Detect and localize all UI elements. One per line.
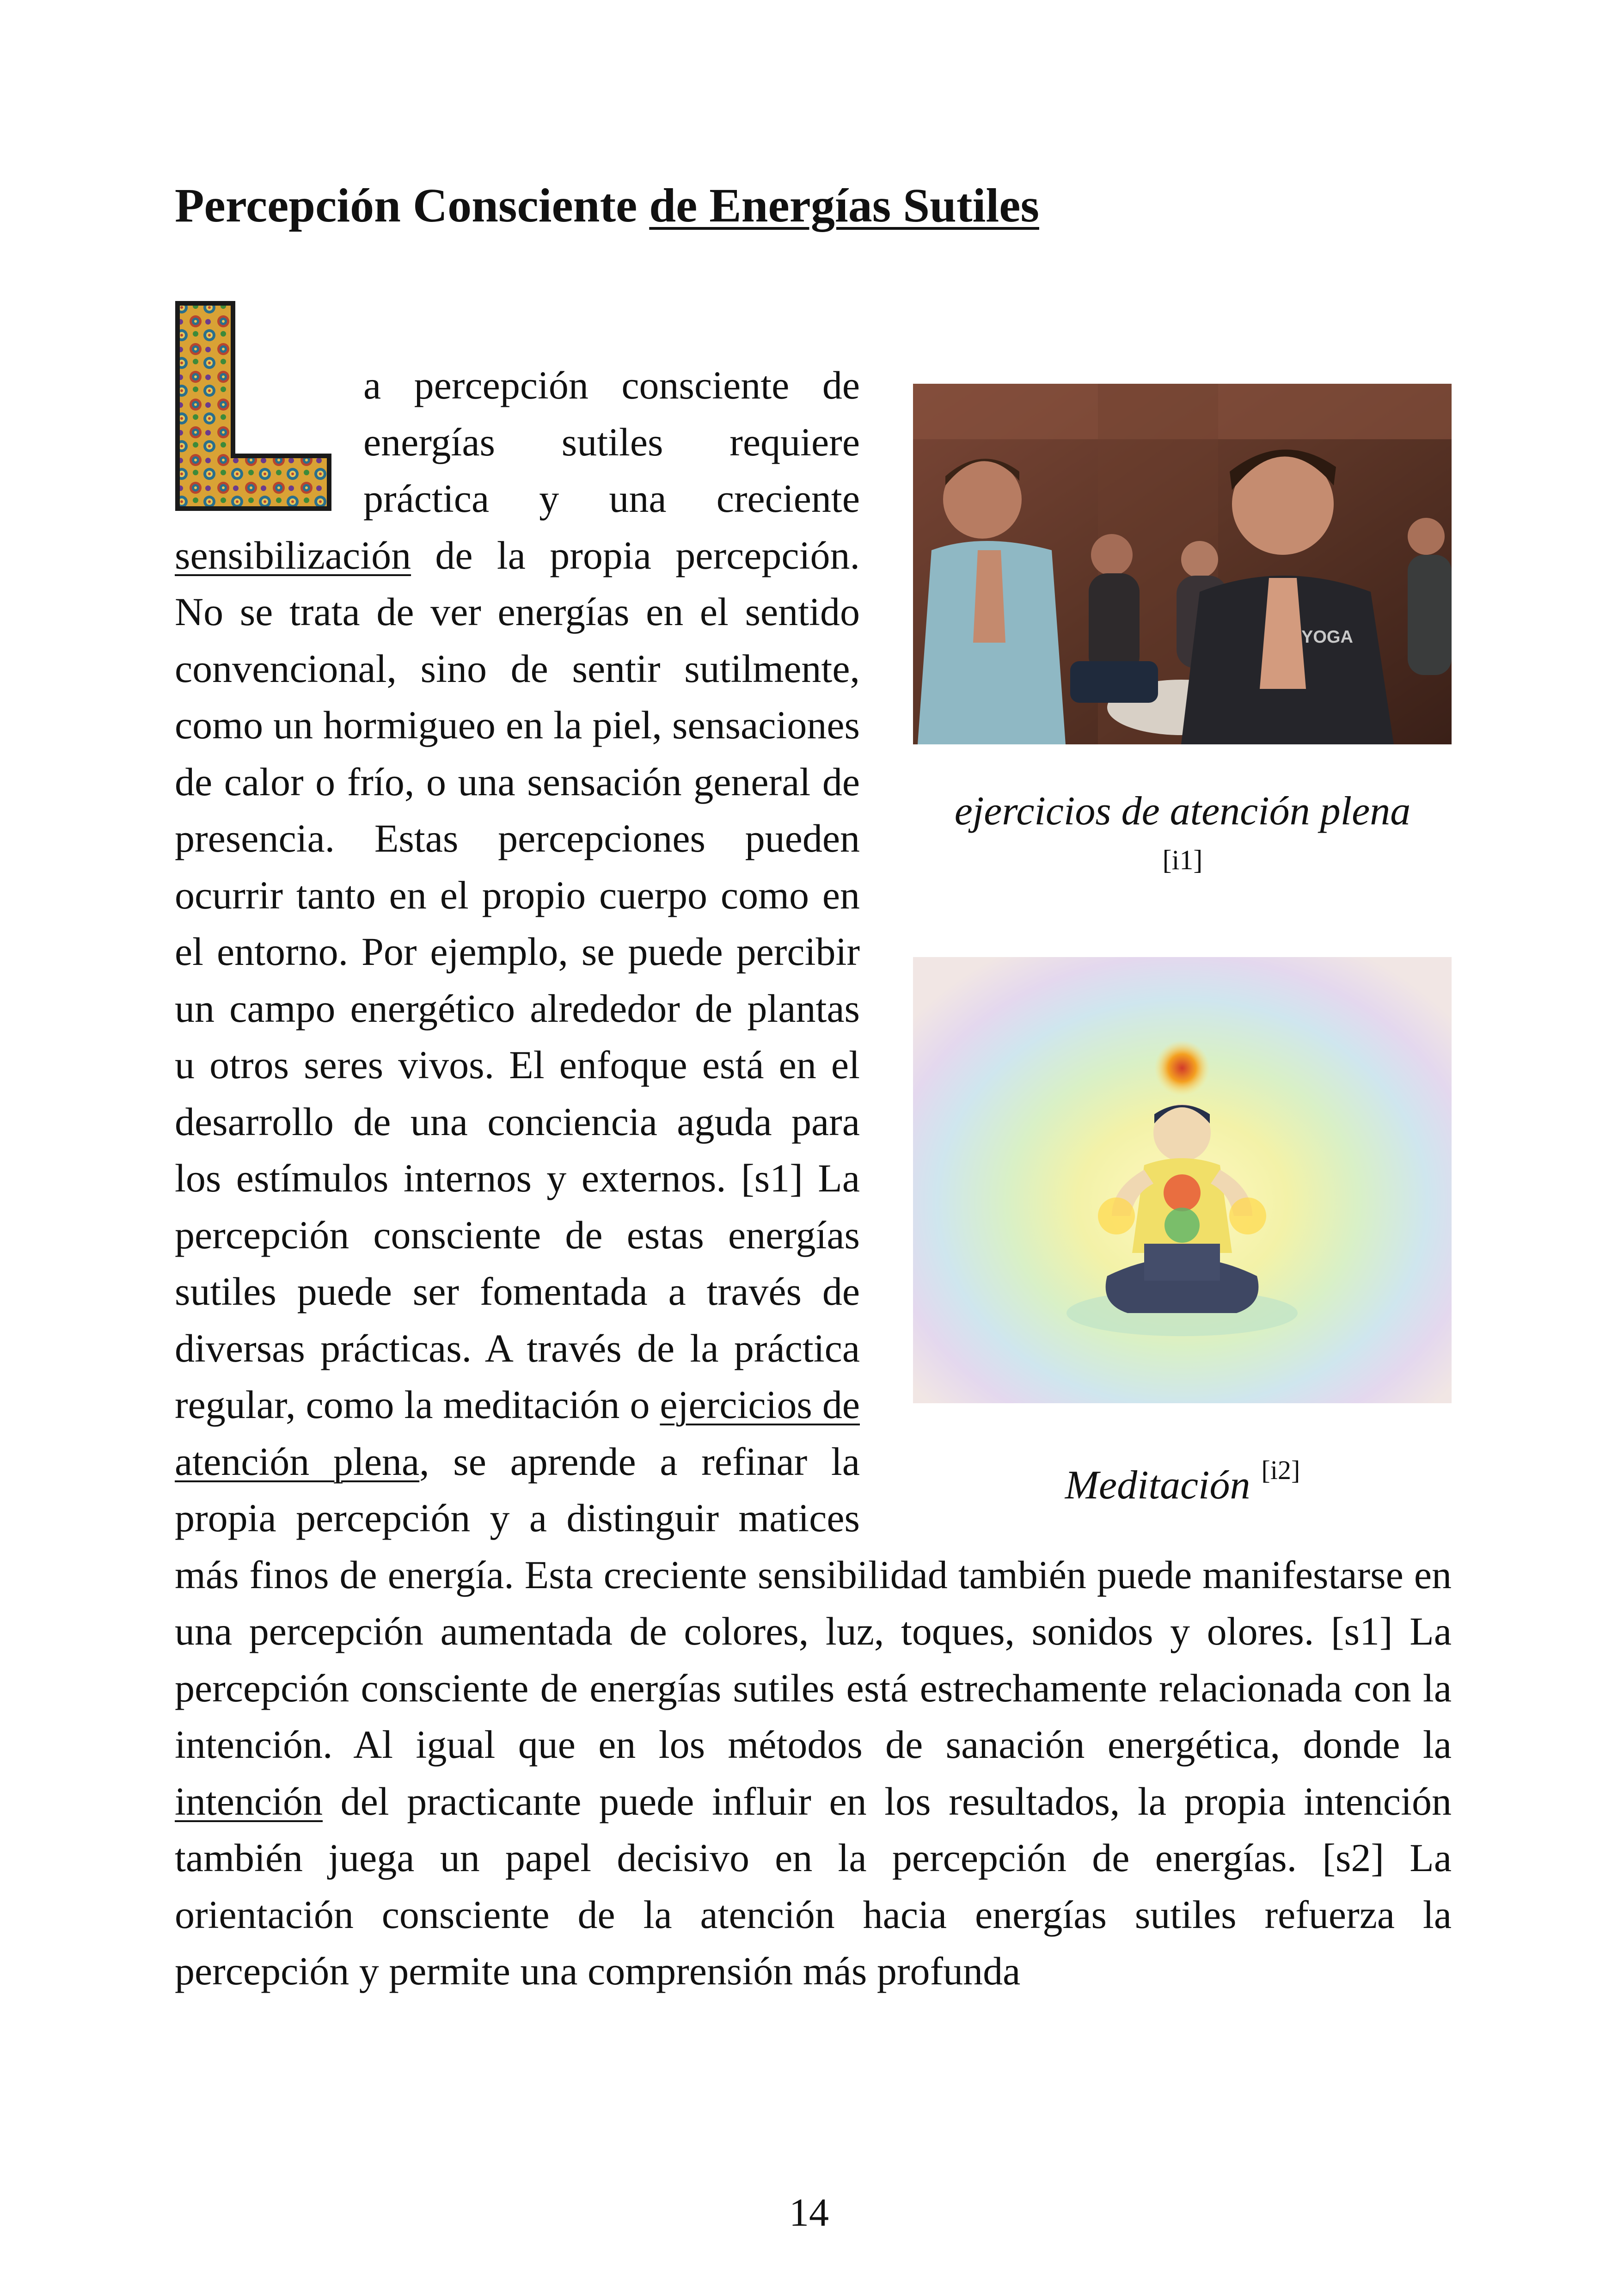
body-text [175, 357, 1452, 2000]
link-sensibilizacion[interactable]: sensibilización [175, 533, 411, 577]
figure-1-ref: [i1] [1162, 845, 1203, 875]
page-number: 14 [789, 2190, 829, 2235]
body-text-part-1: a percepción consciente de energías sutiles requiere práctica y una creciente [363, 363, 860, 521]
page-title-underlined: de Energías Sutiles [649, 179, 1039, 232]
drop-cap-spacer [175, 357, 363, 527]
figure-2-caption-text: Meditación [1065, 1463, 1250, 1508]
body-text-part-3: , se aprende a refinar la propia percepción y a distinguir matices más finos de energía. Esta creciente sensibilidad también puede manifestarse en una percepción aumentada de colores, luz, toques, sonidos y olores. [s1] La percepción consciente de energías sutiles está estrechamente relacionada con la intención. Al igual que en los métodos de sanación energética, donde la [175, 1439, 1452, 1767]
svg-text:YOGA: YOGA [1301, 627, 1353, 647]
figure-column-spacer [860, 357, 1452, 1545]
body-text-part-2: de la propia percepción. No se trata de ver energías en el sentido convencional, sino de sentir sutilmente, como un hormigueo en la piel, sensaciones de calor o frío, o una sensación general de presencia. Estas percepciones pueden ocurrir tanto en el propio cuerpo como en el entorno. Por ejemplo, se puede percibir un campo energético alrededor de plantas u otros seres vivos. El enfoque está en el desarrollo de una conciencia aguda para los estímulos internos y externos. [s1] La percepción consciente de estas energías sutiles puede ser fomentada a través de diversas prácticas. A través de la práctica regular, como la meditación o [175, 533, 860, 1427]
link-intencion[interactable]: intención [175, 1779, 323, 1823]
link-ejercicios-atencion-plena[interactable]: ejercicios de atención plena [175, 1382, 860, 1484]
figure-2-ref: [i2] [1261, 1455, 1300, 1485]
page-title-plain: Percepción Consciente [175, 179, 650, 232]
page-title [175, 176, 1039, 236]
body-text-part-4: del practicante puede influir en los resultados, la propia intención también juega un papel decisivo en la percepción de energías. [s2] La orientación consciente de la atención hacia energías sutiles refuerza la percepción y permite una comprensión más profunda [175, 1779, 1452, 1993]
figure-1-caption: ejercicios de atención plena [954, 789, 1411, 834]
